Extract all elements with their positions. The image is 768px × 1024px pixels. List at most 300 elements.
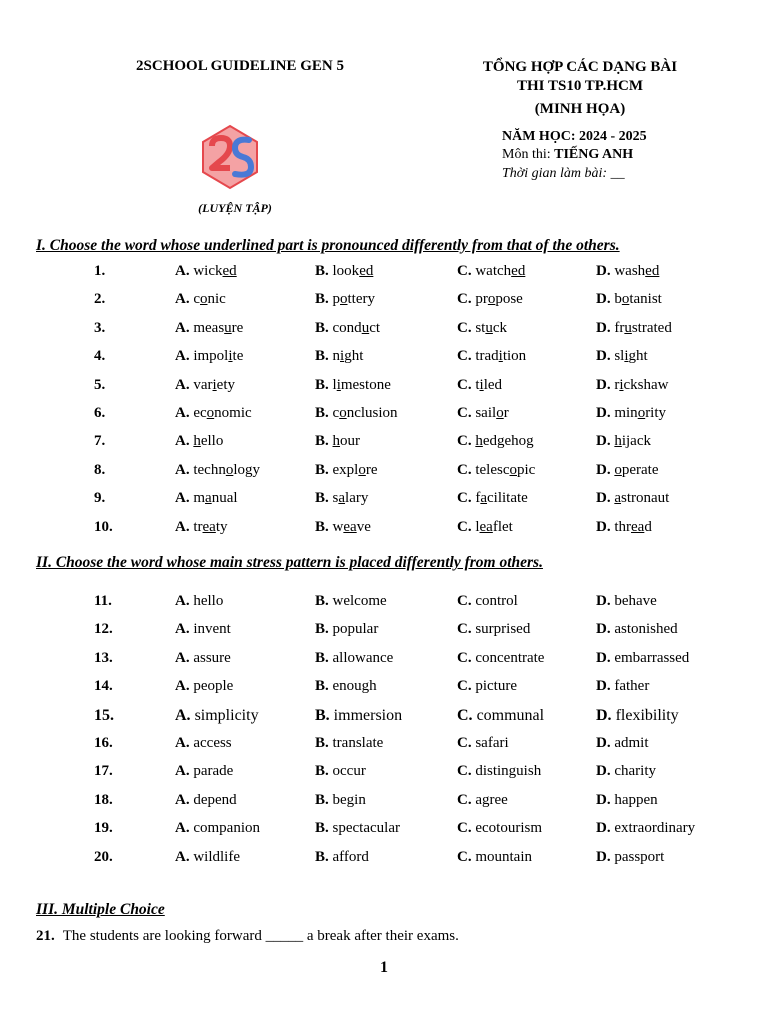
question-number: 18. (94, 791, 113, 808)
word-part: p (332, 291, 341, 308)
word-part: tion (502, 348, 527, 365)
underlined-part: i (619, 376, 624, 393)
word-part: nomic (214, 405, 252, 421)
time-value: __ (610, 166, 625, 181)
option-d (596, 763, 656, 780)
option-letter: D. (596, 735, 615, 751)
question-row (0, 707, 768, 735)
underlined-part: u (361, 319, 370, 336)
underlined-part: o (621, 291, 630, 308)
school-logo (199, 124, 261, 190)
underlined-part: o (339, 405, 347, 421)
question-number: 6. (94, 405, 106, 421)
option-a (175, 348, 243, 365)
option-word: embarrassed (614, 649, 690, 666)
option-word: concentrate (475, 649, 545, 666)
subject-line (502, 147, 633, 163)
option-c (457, 763, 541, 780)
option-letter: D. (596, 518, 615, 535)
underlined-part: ea (343, 518, 357, 535)
underlined-part: ed (645, 263, 660, 279)
question-row (0, 348, 768, 376)
word-part: d (644, 518, 652, 535)
option-letter: D. (596, 405, 615, 421)
option-letter: A. (175, 518, 194, 535)
option-d (596, 490, 669, 507)
option-c (457, 263, 525, 280)
question-number: 14. (94, 678, 113, 695)
question-row (0, 735, 768, 763)
question-number: 2. (94, 291, 106, 308)
underlined-part: o (206, 405, 215, 421)
practice-label: (LUYỆN TẬP) (198, 201, 272, 215)
option-letter: C. (457, 319, 476, 336)
option-letter: C. (457, 593, 476, 609)
section-3-title: III. Multiple Choice (36, 901, 165, 918)
underlined-part: h (193, 433, 201, 450)
question-number: 15. (94, 706, 114, 724)
word-part: rity (645, 405, 667, 421)
word-part: s (332, 490, 339, 507)
option-word: access (193, 735, 232, 751)
question-number: 1. (94, 263, 106, 279)
question-row (0, 792, 768, 820)
question-row (0, 849, 768, 877)
question-number: 3. (94, 319, 106, 336)
option-d (596, 291, 662, 308)
option-letter: C. (457, 291, 476, 308)
option-b (315, 320, 380, 337)
word-part: tanist (629, 291, 662, 308)
option-d (596, 263, 659, 280)
option-d (596, 707, 679, 725)
option-word: afford (332, 848, 369, 865)
word-part: ello (200, 433, 224, 450)
question-row (0, 433, 768, 461)
option-letter: A. (175, 621, 194, 638)
word-part: cond (332, 319, 362, 336)
option-d (596, 519, 652, 536)
option-letter: D. (596, 490, 615, 507)
question-number: 21. (36, 928, 55, 944)
underlined-part: i (624, 348, 629, 365)
option-letter: A. (175, 405, 194, 421)
option-b (315, 650, 393, 667)
underlined-part: i (336, 376, 341, 393)
option-letter: A. (175, 593, 194, 609)
option-letter: A. (175, 433, 194, 450)
word-part: wash (614, 263, 646, 279)
underlined-part: a (338, 490, 346, 507)
option-word: parade (193, 763, 234, 780)
question-number: 8. (94, 461, 106, 478)
word-part: pic (517, 461, 536, 478)
option-b (315, 377, 391, 394)
question-row (0, 763, 768, 791)
option-word: allowance (332, 649, 394, 666)
option-d (596, 849, 664, 866)
option-a (175, 849, 240, 866)
option-letter: B. (315, 649, 333, 666)
word-part: n (332, 348, 341, 365)
option-a (175, 763, 233, 780)
option-word: charity (614, 763, 656, 780)
option-word: invent (193, 621, 231, 638)
option-word: agree (475, 791, 508, 808)
option-d (596, 377, 669, 394)
underlined-part: i (228, 348, 233, 365)
question-number: 4. (94, 348, 106, 365)
option-b (315, 490, 368, 507)
option-word: admit (614, 735, 649, 751)
underlined-part: h (614, 433, 622, 450)
option-c (457, 348, 526, 365)
underlined-part: o (614, 461, 622, 478)
option-letter: C. (457, 263, 476, 279)
option-word: picture (475, 678, 517, 695)
option-d (596, 462, 658, 479)
option-word: safari (475, 735, 509, 751)
option-b (315, 735, 383, 752)
word-part: ct (369, 319, 381, 336)
option-b (315, 621, 378, 638)
option-c (457, 320, 507, 337)
option-letter: B. (315, 706, 334, 724)
option-letter: D. (596, 763, 615, 780)
option-letter: B. (315, 735, 333, 751)
option-b (315, 792, 366, 809)
word-part: ght (628, 348, 648, 365)
word-part: w (332, 518, 344, 535)
left-header-title: 2SCHOOL GUIDELINE GEN 5 (136, 58, 344, 74)
option-letter: C. (457, 735, 476, 751)
option-letter: B. (315, 678, 333, 695)
question-21 (36, 928, 459, 945)
question-row (0, 519, 768, 547)
option-letter: D. (596, 593, 615, 609)
option-word: enough (332, 678, 377, 695)
option-a (175, 405, 252, 422)
right-header-title (440, 58, 720, 96)
section-1-title: I. Choose the word whose underlined part is pronounced differently from that of the others. (36, 237, 620, 254)
word-part: nual (211, 490, 238, 507)
word-part: cilitate (487, 490, 528, 507)
word-part: perate (621, 461, 659, 478)
option-letter: A. (175, 376, 194, 393)
option-b (315, 519, 371, 536)
underlined-part: i (498, 348, 503, 365)
option-letter: A. (175, 706, 195, 724)
page-number: 1 (380, 959, 388, 976)
word-part: nic (207, 291, 226, 308)
option-d (596, 433, 651, 450)
option-word: behave (614, 593, 657, 609)
option-b (315, 291, 375, 308)
option-letter: A. (175, 678, 194, 695)
word-part: r (503, 405, 509, 421)
option-a (175, 291, 226, 308)
option-b (315, 849, 369, 866)
word-part: mestone (340, 376, 391, 393)
word-part: led (483, 376, 503, 393)
option-letter: D. (596, 433, 615, 450)
option-letter: B. (315, 490, 333, 507)
option-letter: B. (315, 319, 333, 336)
option-letter: C. (457, 461, 476, 478)
option-letter: B. (315, 791, 333, 808)
option-c (457, 650, 544, 667)
word-part: watch (475, 263, 512, 279)
option-d (596, 820, 695, 837)
word-part: look (332, 263, 360, 279)
word-part: ck (492, 319, 508, 336)
option-b (315, 678, 377, 695)
word-part: techn (193, 461, 226, 478)
question-number: 20. (94, 848, 113, 865)
underlined-part: o (358, 461, 366, 478)
word-part: stronaut (621, 490, 670, 507)
question-row (0, 405, 768, 433)
option-word: flexibility (615, 706, 679, 724)
word-part: min (614, 405, 638, 421)
word-part: nclusion (346, 405, 398, 421)
option-c (457, 593, 518, 610)
question-number: 5. (94, 376, 106, 393)
subject-prefix: Môn thi: (502, 147, 551, 162)
word-part: ve (356, 518, 371, 535)
option-letter: C. (457, 433, 476, 450)
word-part: c (193, 291, 201, 308)
option-word: distinguish (475, 763, 542, 780)
option-a (175, 707, 259, 725)
option-d (596, 320, 672, 337)
option-b (315, 593, 387, 610)
option-letter: B. (315, 848, 333, 865)
option-letter: C. (457, 848, 476, 865)
option-word: begin (332, 791, 366, 808)
option-letter: D. (596, 678, 615, 695)
word-part: st (475, 319, 486, 336)
option-letter: B. (315, 405, 333, 421)
option-b (315, 263, 373, 280)
option-word: father (614, 678, 650, 695)
option-letter: D. (596, 376, 615, 393)
option-a (175, 377, 235, 394)
option-c (457, 490, 528, 507)
right-header-subtitle: (MINH HỌA) (534, 101, 626, 117)
option-word: mountain (475, 848, 533, 865)
question-row (0, 678, 768, 706)
question-text: The students are looking forward _____ a break after their exams. (62, 928, 459, 944)
question-number: 13. (94, 649, 113, 666)
option-letter: B. (315, 433, 333, 450)
option-c (457, 462, 535, 479)
word-part: telesc (475, 461, 510, 478)
option-letter: A. (175, 763, 194, 780)
option-word: assure (193, 649, 231, 666)
option-c (457, 433, 534, 450)
question-row (0, 462, 768, 490)
option-c (457, 678, 517, 695)
word-part: meas (193, 319, 225, 336)
option-letter: D. (596, 621, 615, 638)
option-letter: A. (175, 791, 194, 808)
word-part: ec (193, 405, 207, 421)
option-word: happen (614, 791, 658, 808)
option-a (175, 263, 237, 280)
option-a (175, 650, 231, 667)
option-word: occur (332, 763, 366, 780)
option-letter: A. (175, 319, 194, 336)
question-number: 7. (94, 433, 106, 450)
option-word: passport (614, 848, 665, 865)
option-b (315, 820, 400, 837)
underlined-part: ea (631, 518, 645, 535)
question-row (0, 320, 768, 348)
option-letter: B. (315, 348, 333, 365)
option-a (175, 519, 228, 536)
option-letter: C. (457, 621, 476, 638)
word-part: impol (193, 348, 229, 365)
option-c (457, 621, 530, 638)
underlined-part: a (480, 490, 488, 507)
option-b (315, 348, 363, 365)
option-word: people (193, 678, 234, 695)
time-line (502, 166, 625, 182)
question-row (0, 820, 768, 848)
option-letter: D. (596, 263, 615, 279)
question-number: 11. (94, 593, 112, 609)
option-letter: C. (457, 763, 476, 780)
option-letter: A. (175, 735, 194, 751)
question-number: 17. (94, 763, 113, 780)
underlined-part: i (212, 376, 217, 393)
option-a (175, 678, 233, 695)
option-letter: C. (457, 490, 476, 507)
option-letter: C. (457, 791, 476, 808)
word-part: tr (193, 518, 203, 535)
option-word: communal (476, 706, 545, 724)
underlined-part: h (475, 433, 483, 450)
underlined-part: u (624, 319, 632, 336)
underlined-part: o (340, 291, 348, 308)
option-a (175, 792, 237, 809)
underlined-part: i (479, 376, 484, 393)
question-row (0, 291, 768, 319)
option-word: immersion (333, 706, 403, 724)
question-number: 12. (94, 621, 113, 638)
option-b (315, 763, 366, 780)
word-part: strated (631, 319, 672, 336)
option-d (596, 650, 689, 667)
option-d (596, 735, 649, 752)
option-c (457, 792, 508, 809)
question-number: 16. (94, 735, 113, 751)
option-letter: C. (457, 820, 476, 837)
option-word: ecotourism (475, 820, 542, 837)
option-word: surprised (475, 621, 531, 638)
option-b (315, 433, 360, 450)
school-year: NĂM HỌC: 2024 - 2025 (502, 129, 647, 144)
option-letter: C. (457, 678, 476, 695)
option-letter: B. (315, 461, 333, 478)
underlined-part: ea (479, 518, 493, 535)
word-part: fr (614, 319, 625, 336)
word-part: sail (475, 405, 497, 421)
underlined-part: u (485, 319, 493, 336)
word-part: our (340, 433, 361, 450)
option-c (457, 519, 513, 536)
option-a (175, 320, 243, 337)
option-word: popular (332, 621, 379, 638)
word-part: ght (344, 348, 364, 365)
option-word: welcome (332, 593, 387, 609)
option-c (457, 735, 509, 752)
word-part: ty (215, 518, 228, 535)
right-title-line-2: THI TS10 TP.HCM (516, 78, 643, 94)
option-c (457, 820, 542, 837)
subject-name: TIẾNG ANH (554, 147, 634, 162)
option-d (596, 678, 649, 695)
option-a (175, 433, 223, 450)
word-part: flet (492, 518, 513, 535)
option-letter: D. (596, 461, 615, 478)
option-word: simplicity (194, 706, 259, 724)
word-part: edgehog (482, 433, 534, 450)
word-part: t (475, 376, 480, 393)
option-letter: A. (175, 291, 194, 308)
word-part: ety (216, 376, 235, 393)
underlined-part: o (496, 405, 504, 421)
option-letter: A. (175, 490, 194, 507)
option-b (315, 707, 402, 725)
option-letter: B. (315, 518, 333, 535)
option-letter: D. (596, 649, 615, 666)
section-2-title: II. Choose the word whose main stress pattern is placed differently from others. (36, 554, 543, 571)
underlined-part: o (225, 461, 234, 478)
underlined-part: ed (359, 263, 374, 279)
option-letter: A. (175, 263, 194, 279)
option-letter: A. (175, 348, 194, 365)
word-part: re (365, 461, 378, 478)
option-a (175, 490, 238, 507)
word-part: ttery (347, 291, 376, 308)
question-row (0, 593, 768, 621)
option-letter: D. (596, 319, 615, 336)
word-part: logy (233, 461, 260, 478)
word-part: te (232, 348, 244, 365)
option-letter: A. (175, 649, 194, 666)
option-word: extraordinary (614, 820, 696, 837)
option-letter: B. (315, 376, 333, 393)
word-part: trad (475, 348, 499, 365)
word-part: pr (475, 291, 488, 308)
option-word: spectacular (332, 820, 400, 837)
option-letter: B. (315, 820, 333, 837)
option-d (596, 405, 666, 422)
option-letter: B. (315, 263, 333, 279)
word-part: expl (332, 461, 359, 478)
option-letter: D. (596, 791, 615, 808)
underlined-part: ed (511, 263, 526, 279)
option-letter: C. (457, 518, 476, 535)
word-part: ijack (621, 433, 651, 450)
option-word: companion (193, 820, 260, 837)
option-letter: D. (596, 348, 615, 365)
word-part: var (193, 376, 213, 393)
word-part: wick (193, 263, 223, 279)
option-a (175, 820, 260, 837)
